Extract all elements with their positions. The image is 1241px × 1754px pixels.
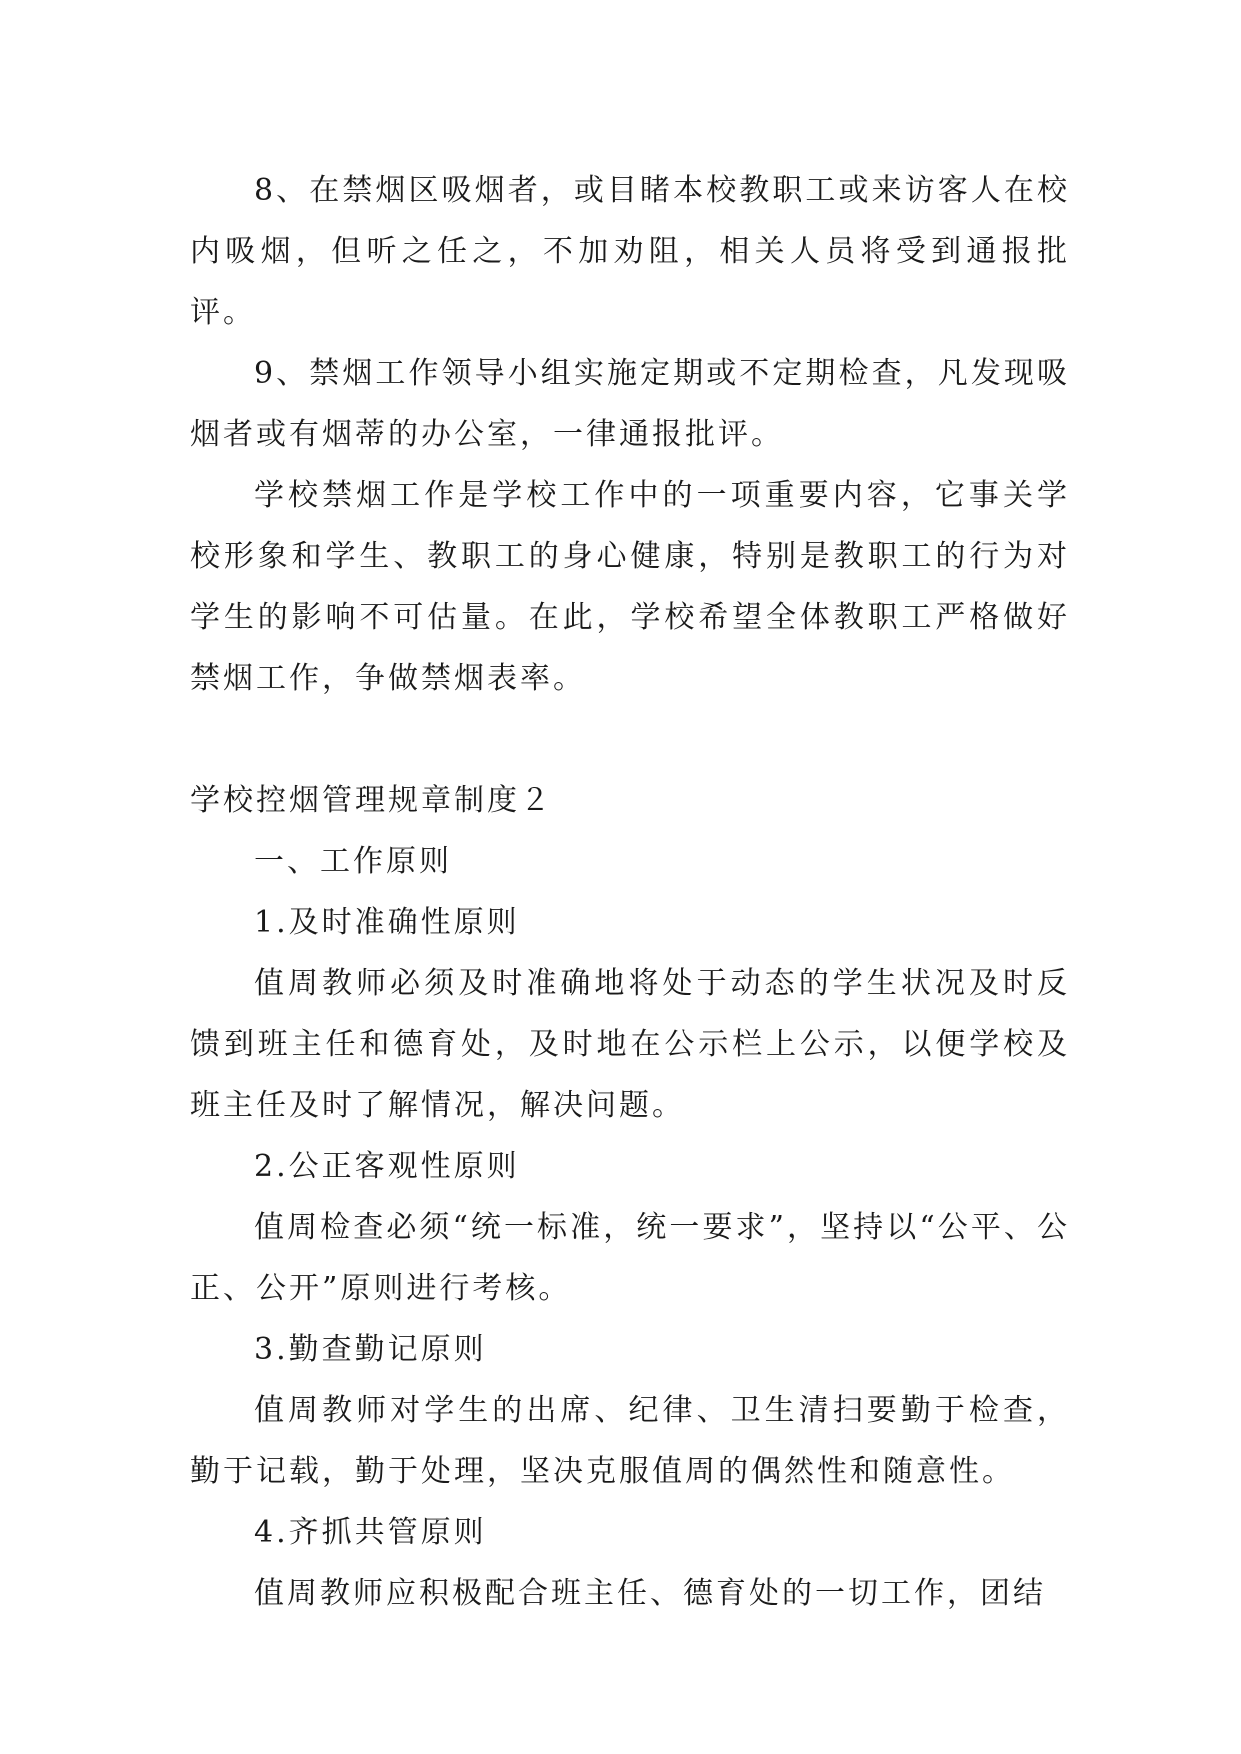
principle-2-title: 2.公正客观性原则 (254, 1149, 520, 1184)
principle-1-text: 值周教师必须及时准确地将处于动态的学生状况及时反馈到班主任和德育处，及时地在公示栏上公示，以便学校及班主任及时了解情况，解决问题。 (190, 966, 1070, 1123)
principle-2-text: 值周检查必须“统一标准，统一要求”，坚持以“公平、公正、公开”原则进行考核。 (190, 1210, 1070, 1306)
paragraph-item-8: 8、在禁烟区吸烟者，或目睹本校教职工或来访客人在校内吸烟，但听之任之，不加劝阻，相关人员将受到通报批评。 (190, 173, 1070, 330)
principle-4-title: 4.齐抓共管原则 (254, 1515, 487, 1550)
paragraph-item-9: 9、禁烟工作领导小组实施定期或不定期检查，凡发现吸烟者或有烟蒂的办公室，一律通报批评。 (190, 356, 1070, 452)
document-body (190, 160, 1070, 1624)
principle-1-title: 1.及时准确性原则 (254, 905, 520, 940)
principle-4-text: 值周教师应积极配合班主任、德育处的一切工作，团结 (254, 1576, 1046, 1611)
section-title: 学校控烟管理规章制度２ (190, 783, 553, 818)
principle-3-text: 值周教师对学生的出席、纪律、卫生清扫要勤于检查，勤于记载，勤于处理，坚决克服值周的偶然性和随意性。 (190, 1393, 1070, 1489)
heading-work-principles: 一、工作原则 (254, 844, 452, 879)
paragraph-conclusion: 学校禁烟工作是学校工作中的一项重要内容，它事关学校形象和学生、教职工的身心健康，特别是教职工的行为对学生的影响不可估量。在此，学校希望全体教职工严格做好禁烟工作，争做禁烟表率。 (190, 478, 1070, 696)
principle-3-title: 3.勤查勤记原则 (254, 1332, 487, 1367)
